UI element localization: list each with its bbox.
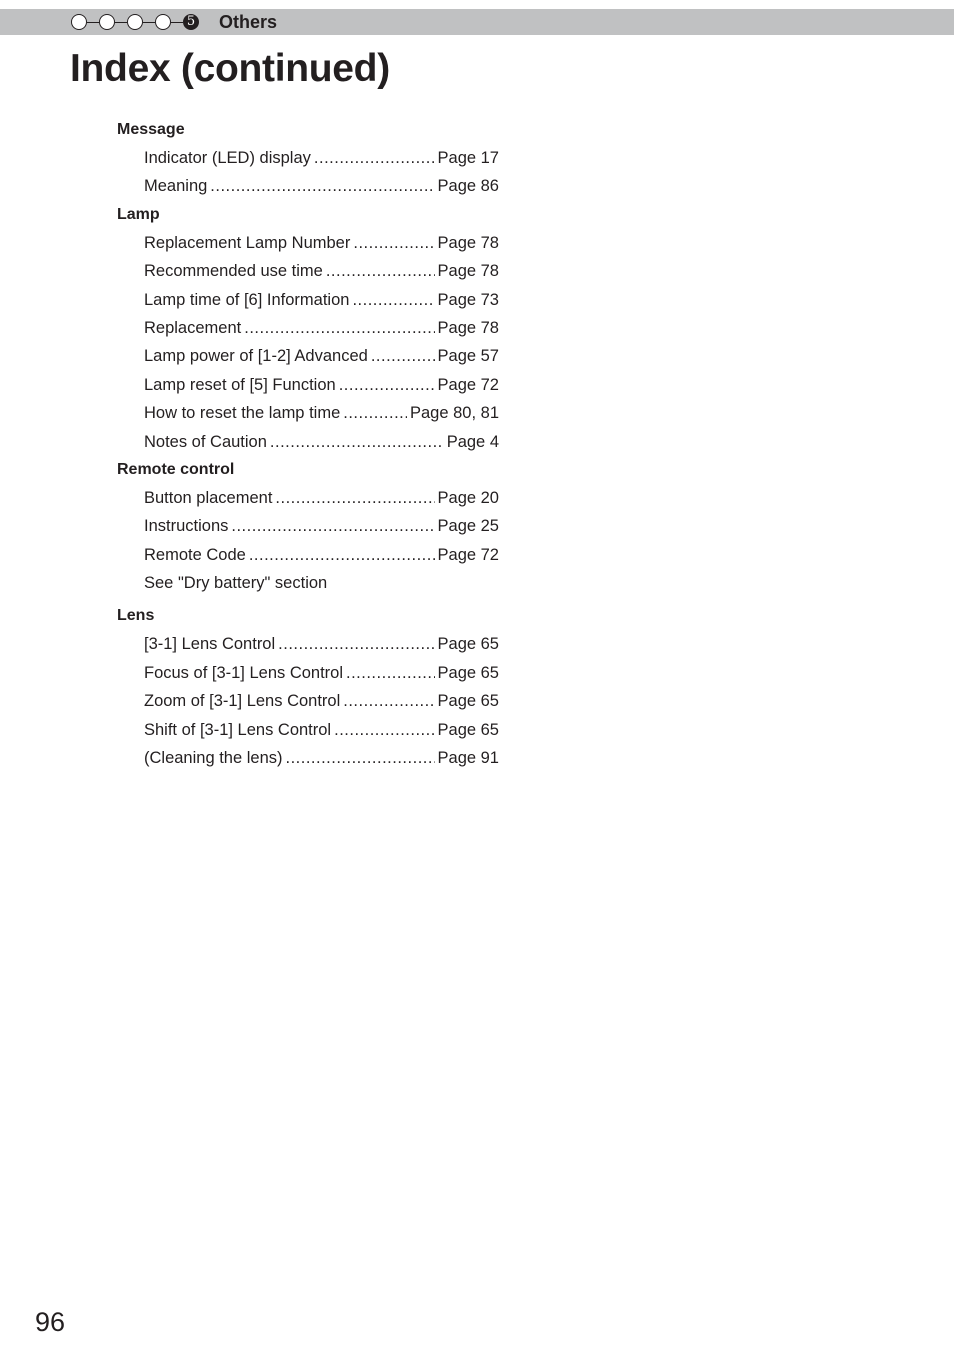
step-5-circle-active: 5 (183, 14, 199, 30)
dot-leader (343, 399, 407, 427)
index-entry-label: Remote Code (144, 545, 246, 564)
index-entry (144, 428, 499, 456)
index-entry (144, 716, 499, 744)
index-group-heading: Message (117, 121, 185, 138)
index-entry-page-ref: Page 91 (437, 749, 499, 768)
index-entry-page-ref: Page 73 (437, 290, 499, 309)
index-entry-page-ref: Page 86 (437, 177, 499, 196)
index-entry (144, 342, 499, 370)
index-group-heading: Lens (117, 607, 155, 625)
index-entry-label: Meaning (144, 177, 208, 196)
index-entry-page-ref: Page 65 (437, 692, 499, 711)
index-group-heading: Lamp (117, 205, 160, 223)
dot-leader (346, 659, 435, 687)
step-1-circle (71, 14, 87, 30)
index-group-heading: Remote control (117, 460, 235, 478)
index-entry (144, 371, 499, 399)
dot-leader (275, 484, 434, 512)
index-entry-label: Lamp time of [6] Information (144, 290, 350, 309)
step-2-circle (99, 14, 115, 30)
index-entry-page-ref: Page 72 (437, 375, 499, 394)
dot-leader (278, 630, 434, 658)
index-entry (144, 172, 499, 200)
index-entry (144, 687, 499, 715)
index-entry-label: Button placement (144, 488, 273, 507)
index-entry (144, 257, 499, 285)
index-entry-page-ref: Page 72 (437, 545, 499, 564)
index-entry-label: Zoom of [3-1] Lens Control (144, 692, 341, 711)
dot-leader (314, 144, 435, 172)
dot-leader (334, 716, 434, 744)
chapter-step-indicator (71, 12, 199, 32)
index-entry (144, 659, 499, 687)
dot-leader (343, 687, 434, 715)
step-4-circle (155, 14, 171, 30)
index-list (117, 116, 507, 772)
index-entry-label: Replacement Lamp Number (144, 233, 351, 252)
dot-leader (231, 512, 434, 540)
index-entry (144, 144, 499, 172)
dot-leader (353, 229, 434, 257)
index-entry-page-ref: Page 25 (437, 517, 499, 536)
index-entry-page-ref: Page 17 (437, 149, 499, 167)
index-entry (144, 630, 499, 658)
index-entry-page-ref: Page 57 (437, 347, 499, 366)
index-entry (144, 569, 499, 597)
index-entry (144, 399, 499, 427)
index-entry (144, 541, 499, 569)
index-entry-page-ref: Page 78 (437, 262, 499, 281)
page-title: Index (continued) (70, 47, 390, 90)
index-entry-page-ref: Page 78 (437, 318, 499, 337)
index-entry-page-ref: Page 80, 81 (410, 404, 499, 423)
index-entry (144, 229, 499, 257)
index-entry-label: How to reset the lamp time (144, 404, 341, 423)
section-name: Others (219, 12, 278, 32)
dot-leader (249, 541, 435, 569)
index-entry-page-ref: Page 65 (437, 635, 499, 654)
index-entry-label: Lamp power of [1-2] Advanced (144, 347, 368, 366)
index-entry-page-ref: Page 65 (437, 663, 499, 682)
dot-leader (339, 371, 435, 399)
index-entry-page-ref: Page 65 (437, 720, 499, 739)
index-entry-label: Lamp reset of [5] Function (144, 375, 336, 394)
dot-leader (352, 286, 434, 314)
index-entry-page-ref: Page 20 (437, 488, 499, 507)
index-entry-label: Focus of [3-1] Lens Control (144, 663, 344, 682)
step-3-circle (127, 14, 143, 30)
index-entry-label: Instructions (144, 517, 229, 536)
index-entry-label: [3-1] Lens Control (144, 635, 276, 654)
index-entry (144, 484, 499, 512)
index-entry-label: Recommended use time (144, 262, 323, 281)
index-entry-label: Notes of Caution (144, 432, 267, 451)
dot-leader (270, 428, 444, 456)
index-entry-label: Replacement (144, 318, 242, 337)
index-entry (144, 314, 499, 342)
index-entry-page-ref: Page 4 (446, 432, 499, 451)
dot-leader (371, 342, 435, 370)
index-entry (144, 744, 499, 772)
dot-leader (286, 744, 435, 772)
index-entry-label: (Cleaning the lens) (144, 749, 283, 768)
dot-leader (210, 172, 434, 200)
index-entry-page-ref: Page 78 (437, 233, 499, 252)
index-entry-label: See "Dry battery" section (144, 574, 328, 593)
index-entry (144, 286, 499, 314)
index-entry (144, 512, 499, 540)
page-number: 96 (35, 1307, 66, 1337)
index-entry-label: Indicator (LED) display (144, 149, 311, 167)
dot-leader (326, 257, 435, 285)
index-entry-label: Shift of [3-1] Lens Control (144, 720, 332, 739)
dot-leader (244, 314, 434, 342)
